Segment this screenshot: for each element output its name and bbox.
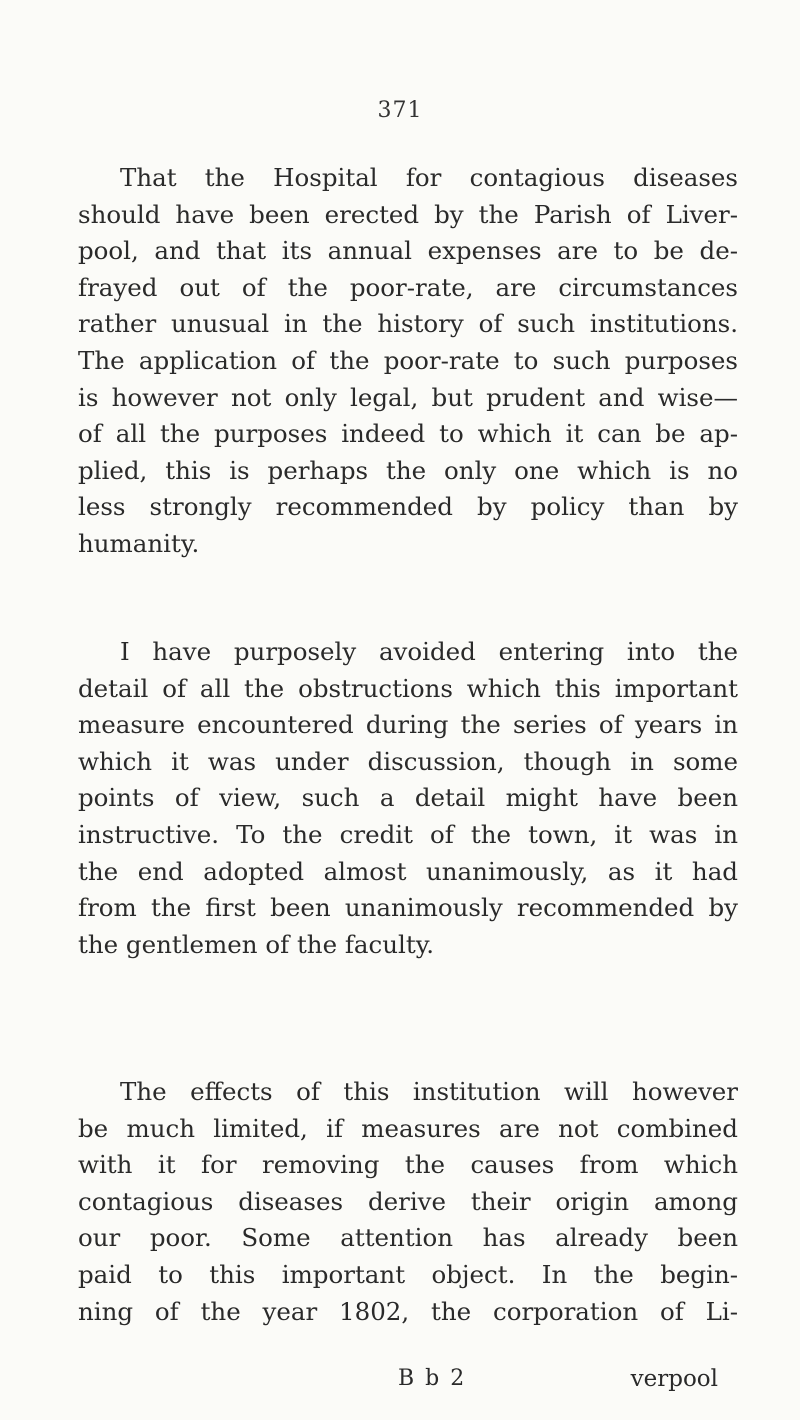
text-line: rather unusual in the history of such institutions. (78, 309, 738, 339)
text-line: instructive. To the credit of the town, it was in (78, 819, 738, 849)
text-line: the gentlemen of the faculty. (78, 929, 435, 959)
page-footer (0, 1366, 800, 1402)
paragraph-3 (78, 1074, 738, 1330)
text-line: The effects of this institution will however (120, 1077, 738, 1106)
text-line: plied, this is perhaps the only one which is no (78, 455, 738, 485)
text-line: That the Hospital for contagious diseases (120, 163, 738, 192)
text-line: our poor. Some attention has already been (78, 1223, 738, 1253)
text-line: humanity. (78, 528, 200, 558)
page-number: 371 (377, 98, 423, 123)
text-line: with it for removing the causes from which (78, 1150, 738, 1180)
text-line: less strongly recommended by policy than by (78, 492, 738, 522)
text-line: be much limited, if measures are not combined (78, 1113, 738, 1143)
text-line: of all the purposes indeed to which it can be ap- (78, 419, 738, 449)
paragraph-1 (78, 160, 738, 563)
text-line: detail of all the obstructions which this important (78, 673, 738, 703)
text-line: points of view, such a detail might have been (78, 783, 738, 813)
text-line: which it was under discussion, though in some (78, 746, 738, 776)
text-line: the end adopted almost unanimously, as it had (78, 856, 738, 886)
text-line: The application of the poor-rate to such purposes (78, 345, 738, 375)
text-line: ning of the year 1802, the corporation of Li- (78, 1296, 738, 1326)
text-line: from the first been unanimously recommended by (78, 893, 738, 923)
paragraph-2 (78, 634, 738, 963)
text-line: measure encountered during the series of years in (78, 710, 738, 740)
text-line: contagious diseases derive their origin among (78, 1186, 738, 1216)
text-line: is however not only legal, but prudent and wise— (78, 382, 738, 412)
signature-mark: B b 2 (398, 1366, 467, 1391)
catchword: verpool (630, 1366, 718, 1392)
text-line: I have purposely avoided entering into the (120, 637, 738, 666)
text-line: paid to this important object. In the begin- (78, 1259, 738, 1289)
text-line: frayed out of the poor-rate, are circumstances (78, 272, 738, 302)
text-line: pool, and that its annual expenses are to be de- (78, 236, 738, 266)
text-line: should have been erected by the Parish of Liver- (78, 199, 738, 229)
